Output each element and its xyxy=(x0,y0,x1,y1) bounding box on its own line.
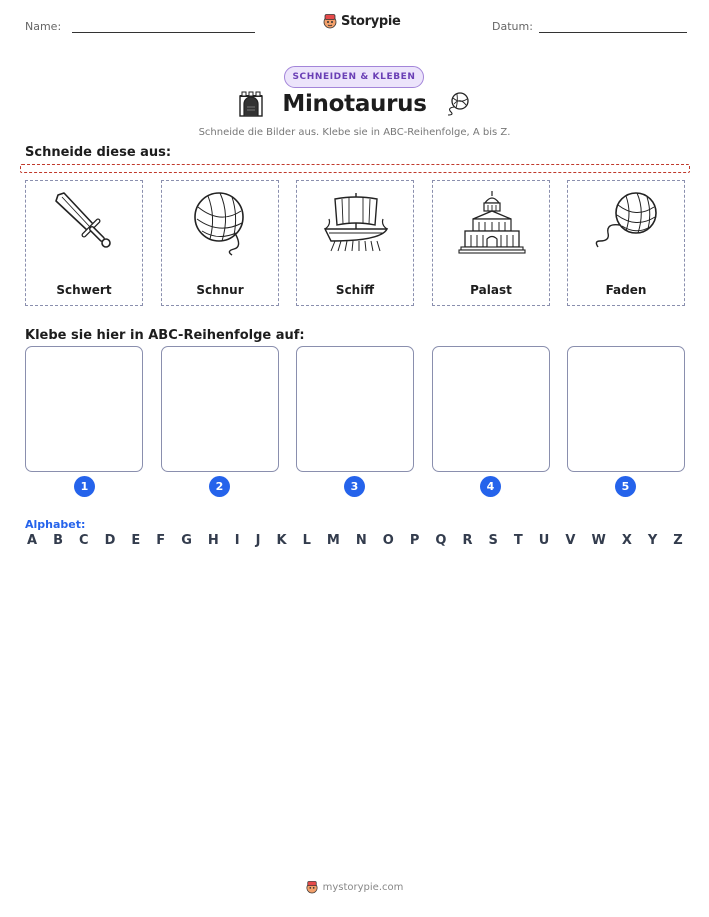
brand-name: Storypie xyxy=(341,13,401,29)
alphabet-label: Alphabet: xyxy=(25,518,86,531)
ship-icon xyxy=(321,189,391,259)
alphabet-letter: P xyxy=(409,533,420,548)
name-label: Name: xyxy=(25,20,62,33)
alphabet-letter: U xyxy=(538,533,550,548)
alphabet-letter: Q xyxy=(435,533,447,548)
title-row xyxy=(0,90,709,118)
card-label: Schnur xyxy=(196,283,244,297)
alphabet-letter: R xyxy=(462,533,473,548)
footer xyxy=(0,880,709,894)
paste-slot-1[interactable] xyxy=(25,346,143,472)
card-label: Schwert xyxy=(56,283,112,297)
paste-slot-2[interactable] xyxy=(161,346,279,472)
cut-card-schiff[interactable] xyxy=(296,180,414,306)
slot-number-3: 3 xyxy=(344,476,365,497)
labyrinth-gate-icon xyxy=(238,90,264,118)
slot-number-5: 5 xyxy=(615,476,636,497)
alphabet-letter: N xyxy=(355,533,367,548)
footer-url[interactable]: mystorypie.com xyxy=(322,881,404,893)
cut-card-schnur[interactable] xyxy=(161,180,279,306)
activity-badge: SCHNEIDEN & KLEBEN xyxy=(284,66,424,88)
thread-ball-icon xyxy=(592,189,662,259)
alphabet-letter: W xyxy=(591,533,606,548)
cut-line xyxy=(20,164,690,173)
alphabet-letter: I xyxy=(234,533,240,548)
name-line[interactable] xyxy=(72,32,255,33)
brand-logo xyxy=(323,13,401,29)
alphabet-letter: A xyxy=(27,533,38,548)
alphabet-letter: J xyxy=(255,533,261,548)
alphabet-letter: C xyxy=(79,533,89,548)
alphabet-letter: B xyxy=(53,533,63,548)
alphabet-letter: L xyxy=(302,533,311,548)
storypie-mascot-icon xyxy=(306,880,318,894)
alphabet-letter: X xyxy=(621,533,632,548)
paste-slot-4[interactable] xyxy=(432,346,550,472)
storypie-mascot-icon xyxy=(323,13,337,29)
yarn-ball-title-icon xyxy=(445,91,471,117)
page-title: Minotaurus xyxy=(282,91,427,117)
alphabet-letter: E xyxy=(131,533,141,548)
paste-slot-5[interactable] xyxy=(567,346,685,472)
slot-number-2: 2 xyxy=(209,476,230,497)
alphabet-letter: T xyxy=(513,533,523,548)
slot-number-4: 4 xyxy=(480,476,501,497)
alphabet-letter: H xyxy=(207,533,219,548)
cut-card-faden[interactable] xyxy=(567,180,685,306)
alphabet-letter: K xyxy=(276,533,287,548)
card-label: Palast xyxy=(470,283,512,297)
slot-number-1: 1 xyxy=(74,476,95,497)
cut-card-schwert[interactable] xyxy=(25,180,143,306)
alphabet-row xyxy=(27,533,683,548)
palace-icon xyxy=(457,189,527,259)
date-line[interactable] xyxy=(539,32,687,33)
cut-section-heading: Schneide diese aus: xyxy=(25,145,172,160)
alphabet-letter: S xyxy=(488,533,498,548)
date-label: Datum: xyxy=(492,20,533,33)
cut-card-palast[interactable] xyxy=(432,180,550,306)
alphabet-letter: O xyxy=(382,533,394,548)
paste-section-heading: Klebe sie hier in ABC-Reihenfolge auf: xyxy=(25,328,305,343)
alphabet-letter: G xyxy=(181,533,192,548)
alphabet-letter: Z xyxy=(673,533,683,548)
alphabet-letter: Y xyxy=(647,533,658,548)
alphabet-letter: M xyxy=(326,533,340,548)
alphabet-letter: F xyxy=(156,533,166,548)
card-label: Faden xyxy=(605,283,647,297)
alphabet-letter: V xyxy=(565,533,576,548)
alphabet-letter: D xyxy=(104,533,116,548)
paste-slot-3[interactable] xyxy=(296,346,414,472)
yarn-ball-icon xyxy=(186,189,256,259)
sword-icon xyxy=(50,189,120,259)
card-label: Schiff xyxy=(335,283,375,297)
instructions: Schneide die Bilder aus. Klebe sie in ABC-Reihenfolge, A bis Z. xyxy=(198,127,511,138)
